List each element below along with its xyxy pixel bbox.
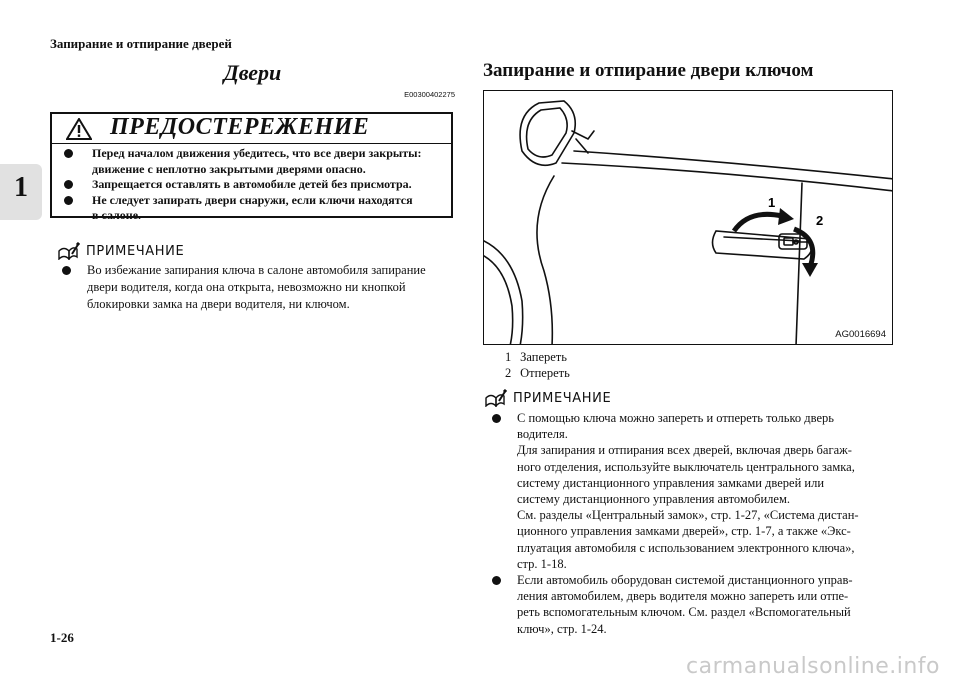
bullet-icon bbox=[492, 576, 501, 585]
caption-item: 2 Отпереть bbox=[505, 366, 570, 380]
note-item: Если автомобиль оборудован системой дистанционного управ- ления автомобилем, дверь водителя можно запереть или отпе- реть вспомогательным ключом. См. раздел «Вспомогательный ключ», стр. 1-24. bbox=[492, 572, 902, 637]
note-item: С помощью ключа можно запереть и отпереть только дверь водителя. Для запирания и отпирания всех дверей, включая дверь багаж- ного отделения, используйте выключатель центрального замка, систему дистанционного управления замками дверей или систему дистанционного управления автомобилем. См. разделы «Центральный замок», стр. 1-27, «Система дистан- ционного управления замками дверей», стр. 1-7, а также «Экс- плуатация автомобиля с использованием электронного ключа», стр. 1-18. bbox=[492, 410, 902, 572]
bullet-icon bbox=[64, 180, 73, 189]
page-number: 1-26 bbox=[50, 630, 74, 645]
warning-list bbox=[64, 146, 444, 224]
note-pen-icon bbox=[58, 242, 80, 260]
car-door-drawing bbox=[484, 91, 893, 345]
bullet-icon bbox=[492, 414, 501, 423]
section-title-key-locking: Запирание и отпирание двери ключом bbox=[483, 60, 814, 81]
chapter-number: 1 bbox=[14, 172, 28, 203]
running-header: Запирание и отпирание дверей bbox=[50, 36, 232, 51]
warning-title: ПРЕДОСТЕРЕЖЕНИЕ bbox=[110, 114, 370, 140]
warning-item: Запрещается оставлять в автомобиле детей без присмотра. bbox=[64, 177, 444, 193]
warning-box bbox=[50, 112, 453, 222]
note-heading: ПРИМЕЧАНИЕ bbox=[58, 242, 184, 260]
door-lock-illustration bbox=[483, 90, 893, 345]
warning-item: Перед началом движения убедитесь, что все двери закрыты: движение с неплотно закрытыми дверями опасно. bbox=[64, 146, 444, 177]
section-title: Двери bbox=[223, 60, 282, 85]
figure-code: AG0016694 bbox=[835, 329, 886, 340]
warning-divider bbox=[52, 143, 451, 144]
figure-label-2: 2 bbox=[816, 213, 824, 228]
figure-label-1: 1 bbox=[768, 195, 776, 210]
section-code: E00300402275 bbox=[404, 90, 455, 99]
bullet-icon bbox=[62, 266, 71, 275]
watermark: carmanualsonline.info bbox=[686, 654, 940, 679]
warning-item: Не следует запирать двери снаружи, если ключи находятся в салоне. bbox=[64, 193, 444, 224]
bullet-icon bbox=[64, 196, 73, 205]
note-list bbox=[62, 262, 457, 313]
note-list bbox=[492, 410, 902, 637]
note-item: Во избежание запирания ключа в салоне автомобиля запирание двери водителя, когда она открыта, невозможно ни кнопкой блокировки замка на двери водителя, ни ключом. bbox=[62, 262, 457, 313]
bullet-icon bbox=[64, 149, 73, 158]
warning-triangle-icon bbox=[66, 118, 92, 140]
figure-captions bbox=[505, 349, 570, 381]
note-heading: ПРИМЕЧАНИЕ bbox=[485, 389, 611, 407]
caption-item: 1 Запереть bbox=[505, 350, 567, 364]
note-pen-icon bbox=[485, 389, 507, 407]
